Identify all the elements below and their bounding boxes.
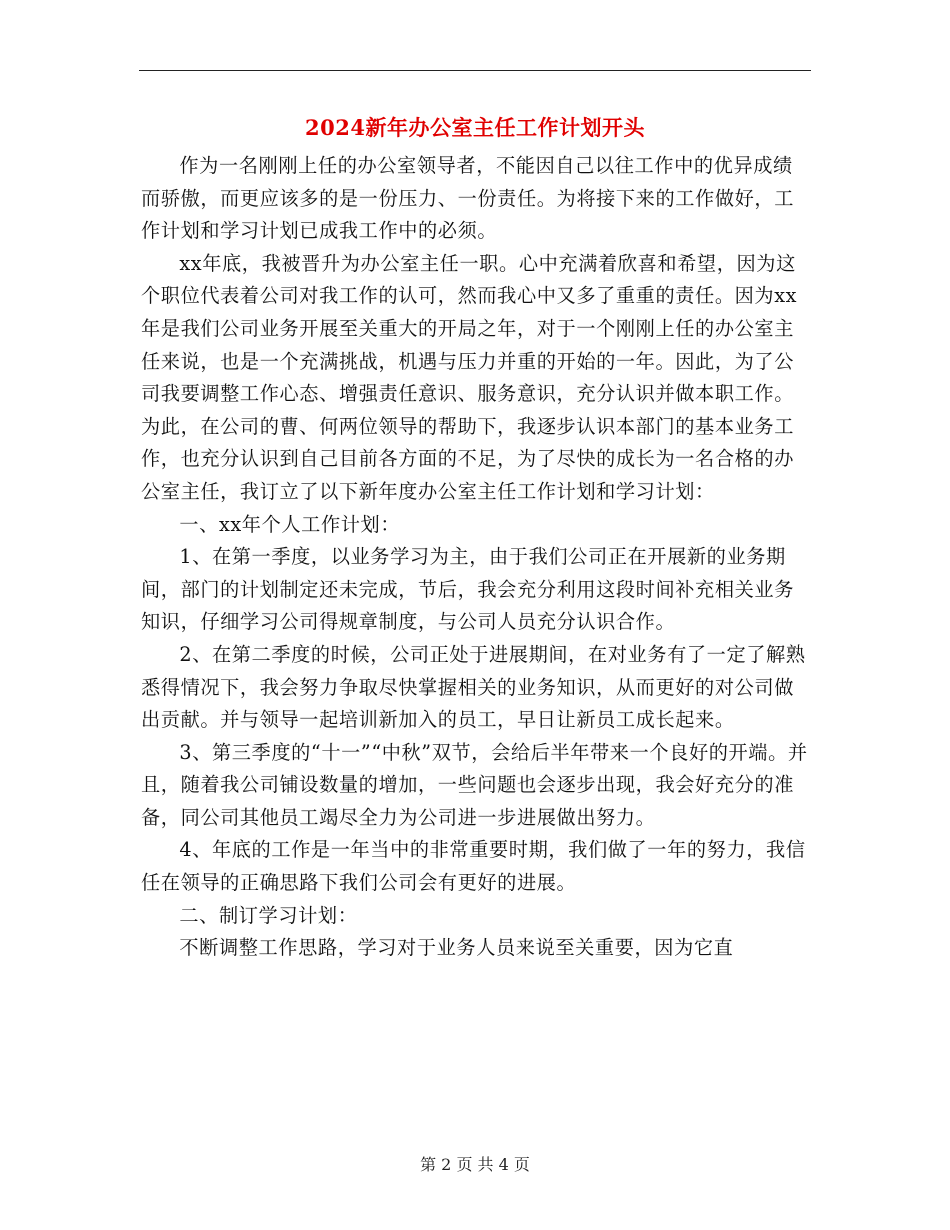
document-title: 2024新年办公室主任工作计划开头 — [305, 115, 645, 140]
paragraph-q2: 2、在第二季度的时候，公司正处于进展期间，在对业务有了一定了解熟悉得情况下，我会努力争取尽快掌握相关的业务知识，从而更好的对公司做出贡献。并与领导一起培训新加入的员工，早日让新员工成长起来。 — [141, 642, 806, 732]
paragraph-promotion: xx年底，我被晋升为办公室主任一职。心中充满着欣喜和希望，因为这个职位代表着公司对我工作的认可，然而我心中又多了重重的责任。因为xx年是我们公司业务开展至关重大的开局之年，对于一个刚刚上任的办公室主任来说，也是一个充满挑战，机遇与压力并重的开始的一年。因此，为了公司我要调整工作心态、增强责任意识、服务意识，充分认识并做本职工作。为此，在公司的曹、何两位领导的帮助下，我逐步认识本部门的基本业务工作，也充分认识到自己目前各方面的不足，为了尽快的成长为一名合格的办公室主任，我订立了以下新年度办公室主任工作计划和学习计划： — [141, 251, 798, 503]
page-number: 第 2 页 共 4 页 — [420, 1155, 530, 1174]
header-rule — [139, 70, 811, 71]
paragraph-intro: 作为一名刚刚上任的办公室领导者，不能因自己以往工作中的优异成绩而骄傲，而更应该多的是一份压力、一份责任。为将接下来的工作做好，工作计划和学习计划已成我工作中的必须。 — [141, 154, 794, 243]
document-body — [141, 150, 811, 965]
paragraph-study: 不断调整工作思路，学习对于业务人员来说至关重要，因为它直 — [179, 936, 734, 960]
paragraph-q1: 1、在第一季度，以业务学习为主，由于我们公司正在开展新的业务期间，部门的计划制定还未完成，节后，我会充分利用这段时间补充相关业务知识，仔细学习公司得规章制度，与公司人员充分认识合作。 — [141, 545, 794, 634]
section-heading-work-plan: 一、xx年个人工作计划： — [179, 512, 401, 536]
paragraph-q3: 3、第三季度的“十一”“中秋”双节，会给后半年带来一个良好的开端。并且，随着我公司铺设数量的增加，一些问题也会逐步出现，我会好充分的准备，同公司其他员工竭尽全力为公司进一步进展做出努力。 — [141, 740, 808, 829]
paragraph-q4: 4、年底的工作是一年当中的非常重要时期，我们做了一年的努力，我信任在领导的正确思路下我们公司会有更好的进展。 — [141, 838, 806, 895]
section-heading-study-plan: 二、制订学习计划： — [179, 903, 358, 927]
